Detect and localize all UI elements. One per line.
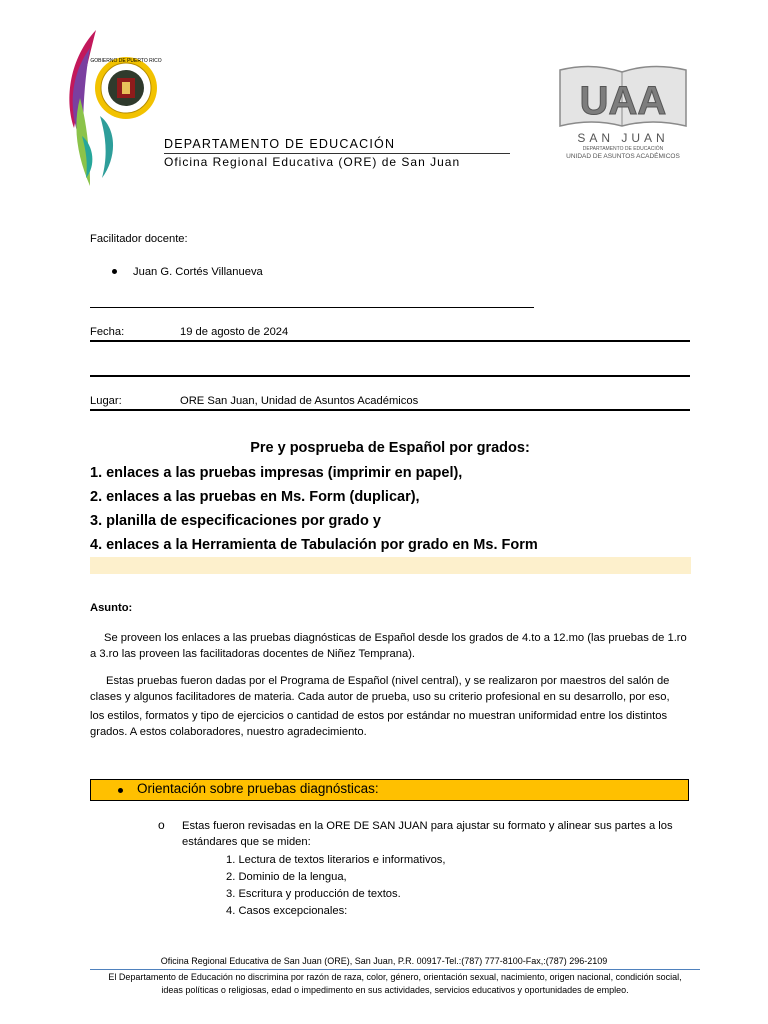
spacer-rule [90,375,690,377]
footer-policy [90,971,700,997]
topic-highlight-bar [90,557,691,574]
hollow-bullet-icon: o [158,818,165,832]
uaa-logo [556,64,690,162]
bullet-icon [112,269,117,274]
standard-item-3: 3. Escritura y producción de textos. [226,888,401,900]
header-divider [164,153,510,154]
uaa-city: SAN JUAN [577,131,669,145]
bullet-icon [118,788,123,793]
topic-item-4: 4. enlaces a la Herramienta de Tabulación por grado en Ms. Form [90,537,538,553]
facilitator-list-item [112,264,263,280]
subject-paragraph-1-line-2: a 3.ro las proveen las facilitadoras docentes de Niñez Temprana). [90,648,416,660]
department-title: DEPARTAMENTO DE EDUCACIÓN [164,137,396,151]
date-value: 19 de agosto de 2024 [180,326,289,338]
department-logo [60,28,170,188]
orientation-sub-item [182,818,682,850]
standard-item-4: 4. Casos excepcionales: [226,905,348,917]
footer-address: Oficina Regional Educativa de San Juan (ORE), San Juan, P.R. 00917-Tel.:(787) 777-8100-Fax,:(787) 296-2109 [160,956,608,966]
subject-paragraph-2-line-4: grados. A estos colaboradores, nuestro agradecimiento. [90,726,367,738]
subject-paragraph-1-line-1: Se proveen los enlaces a las pruebas diagnósticas de Español desde los grados de 4.to a 12.mo (las pruebas de 1.ro [104,632,687,644]
facilitator-label: Facilitador docente: [90,233,188,245]
place-label: Lugar: [90,395,122,407]
footer-divider [90,969,700,970]
subject-paragraph-2-line-3: los estilos, formatos y tipo de ejercicios o cantidad de estos por estándar no muestran uniformidad entre los distintos [90,710,668,722]
place-value: ORE San Juan, Unidad de Asuntos Académicos [180,395,419,407]
topic-item-2: 2. enlaces a las pruebas en Ms. Form (duplicar), [90,489,420,505]
orientation-heading-box [90,779,689,801]
subject-paragraph-2-line-1: Estas pruebas fueron dadas por el Programa de Español (nivel central), y se realizaron por maestros del salón de [106,675,670,687]
separator-line [90,307,534,308]
subject-label: Asunto: [90,602,133,614]
topic-item-3: 3. planilla de especificaciones por grado y [90,513,381,529]
topic-title: Pre y posprueba de Español por grados: [250,440,530,456]
seal-text: GOBIERNO DE PUERTO RICO [90,58,162,64]
topic-item-1: 1. enlaces a las pruebas impresas (imprimir en papel), [90,465,463,481]
office-subtitle: Oficina Regional Educativa (ORE) de San Juan [164,155,461,169]
uaa-unit: UNIDAD DE ASUNTOS ACADÉMICOS [566,153,680,160]
orientation-heading: Orientación sobre pruebas diagnósticas: [137,781,379,796]
date-label: Fecha: [90,326,125,338]
subject-paragraph-2-line-2: clases y algunos facilitadores de materia. Cada autor de prueba, uso su criterio profesional en su desarrollo, por eso, [90,691,670,703]
date-rule [90,340,690,342]
place-rule [90,409,690,411]
footer-policy-line-2: ideas políticas o religiosas, edad o impedimento en sus actividades, servicios educativos y oportunidades de empleo. [161,985,629,995]
uaa-dept-line: DEPARTAMENTO DE EDUCACIÓN [582,146,664,152]
standard-item-1: 1. Lectura de textos literarios e informativos, [226,854,446,866]
orientation-sub-line-2: estándares que se miden: [182,836,311,848]
uaa-acronym: UAA [579,79,667,123]
footer-policy-line-1: El Departamento de Educación no discrimina por razón de raza, color, género, orientación sexual, nacimiento, origen nacional, condición social, [108,972,682,982]
standard-item-2: 2. Dominio de la lengua, [226,871,347,883]
orientation-sub-line-1: Estas fueron revisadas en la ORE DE SAN JUAN para ajustar su formato y alinear sus partes a los [182,820,673,832]
facilitator-name: Juan G. Cortés Villanueva [133,266,263,278]
